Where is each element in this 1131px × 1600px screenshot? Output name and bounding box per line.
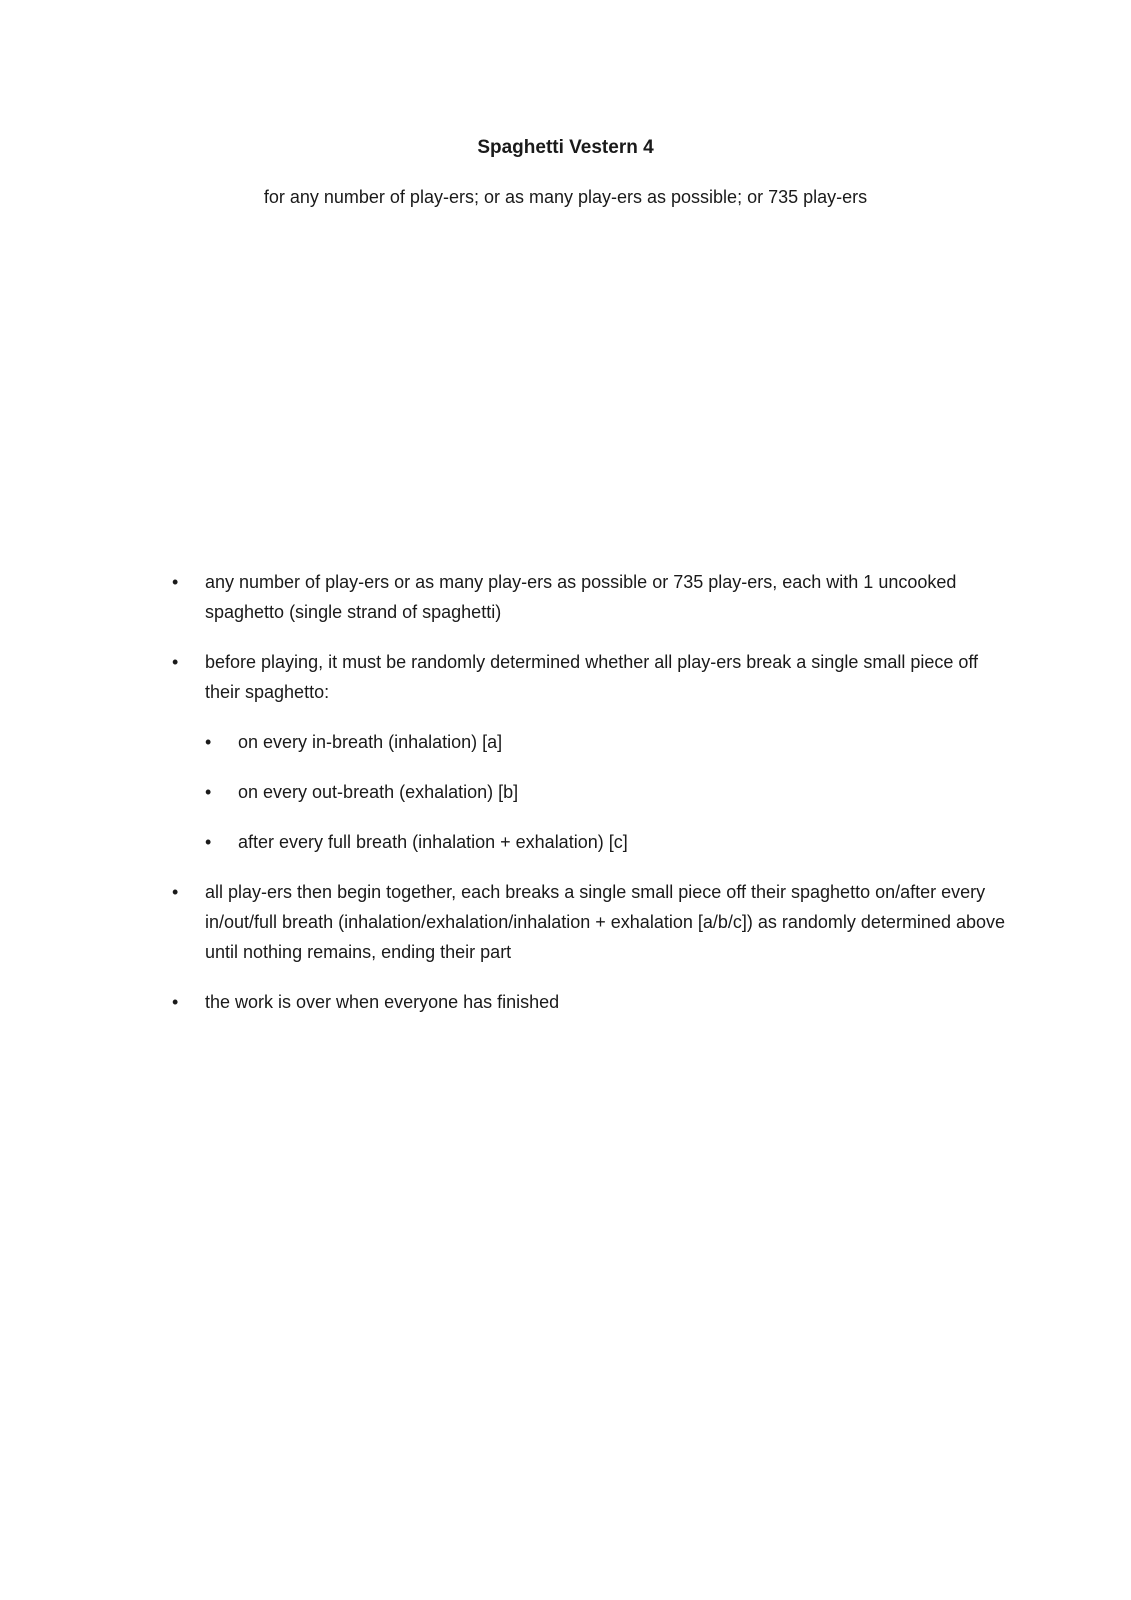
instruction-list (172, 567, 1012, 1017)
bullet-icon: • (205, 732, 212, 752)
option-item-b (205, 777, 1012, 807)
bullet-icon: • (205, 782, 212, 802)
instruction-text: all play-ers then begin together, each breaks a single small piece off their spaghetto on/after every in/out/full breath (inhalation/exhalation/inhalation + exhalation [a/b/c]) as randomly determined above until nothing remains, ending their part (205, 882, 1006, 962)
option-item-c (205, 827, 1012, 857)
bullet-icon: • (172, 992, 179, 1012)
bullet-icon: • (172, 882, 179, 902)
instruction-text: any number of play-ers or as many play-ers as possible or 735 play-ers, each with 1 uncooked spaghetto (single strand of spaghetti) (205, 572, 957, 622)
instruction-text: before playing, it must be randomly determined whether all play-ers break a single small piece off their spaghetto: (205, 652, 979, 702)
document-subtitle: for any number of play-ers; or as many play-ers as possible; or 735 play-ers (263, 187, 868, 207)
document-title: Spaghetti Vestern 4 (477, 137, 654, 158)
instruction-item-3 (172, 877, 1012, 967)
instruction-item-1 (172, 567, 1012, 627)
option-list (205, 727, 1012, 857)
instruction-item-4 (172, 987, 1012, 1017)
option-text: after every full breath (inhalation + exhalation) [c] (238, 832, 628, 852)
bullet-icon: • (172, 652, 179, 672)
instruction-item-2 (172, 647, 1012, 857)
bullet-icon: • (172, 572, 179, 592)
bullet-icon: • (205, 832, 212, 852)
option-item-a (205, 727, 1012, 757)
option-text: on every in-breath (inhalation) [a] (238, 732, 503, 752)
option-text: on every out-breath (exhalation) [b] (238, 782, 519, 802)
instruction-text: the work is over when everyone has finished (205, 992, 560, 1012)
